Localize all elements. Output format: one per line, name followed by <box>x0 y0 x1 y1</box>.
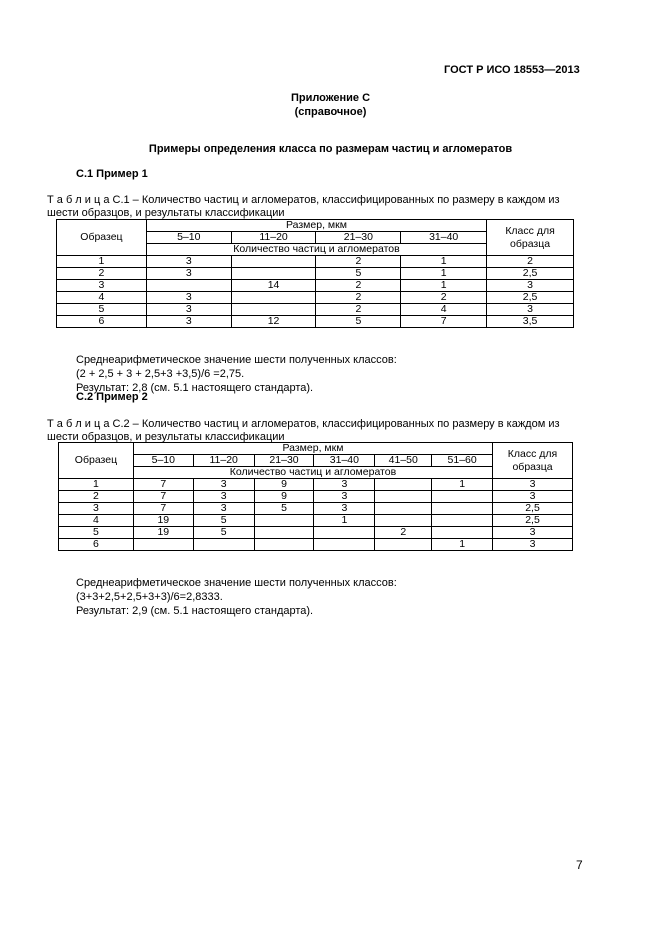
size-cell: 5–10 <box>133 455 193 467</box>
header-sample: Образец <box>59 443 134 479</box>
size-cell: 11–20 <box>193 455 254 467</box>
example2-text-line2: (3+3+2,5+2,5+3+3)/6=2,8333. <box>76 591 223 603</box>
example1-result: Результат: 2,8 (см. 5.1 настоящего стандарта). <box>76 382 314 394</box>
table-cell <box>254 539 314 551</box>
size-cell: 21–30 <box>316 232 401 244</box>
table-cell: 3 <box>314 479 375 491</box>
table-cell: 1 <box>401 256 487 268</box>
table2-caption-line2: шести образцов, и результаты классификации <box>47 431 285 443</box>
table-cell <box>254 515 314 527</box>
table-cell: 12 <box>231 316 316 328</box>
table-cell: 2 <box>375 527 432 539</box>
table-cell: 3 <box>57 280 147 292</box>
table-cell <box>432 491 493 503</box>
example2-text <box>76 576 397 618</box>
size-cell: 41–50 <box>375 455 432 467</box>
header-count: Количество частиц и агломератов <box>133 467 492 479</box>
table-cell <box>231 292 316 304</box>
table-cell: 5 <box>193 515 254 527</box>
table-cell: 5 <box>59 527 134 539</box>
table-row <box>59 491 573 503</box>
header-class: Класс для образца <box>487 220 574 256</box>
table-cell <box>432 515 493 527</box>
table-cell: 3 <box>59 503 134 515</box>
table-cell: 1 <box>432 479 493 491</box>
header-size: Размер, мкм <box>146 220 486 232</box>
table-cell: 3 <box>193 479 254 491</box>
table-cell: 7 <box>133 491 193 503</box>
table-row <box>59 539 573 551</box>
table-cell: 19 <box>133 527 193 539</box>
table-cell <box>193 539 254 551</box>
section-title: Примеры определения класса по размерам частиц и агломератов <box>148 143 513 155</box>
table-row <box>59 527 573 539</box>
table-cell: 1 <box>401 280 487 292</box>
table-cell: 3 <box>487 280 574 292</box>
header-sample: Образец <box>57 220 147 256</box>
table-cell: 3 <box>146 268 231 280</box>
table-cell: 4 <box>57 292 147 304</box>
table-cell <box>375 503 432 515</box>
header-count: Количество частиц и агломератов <box>146 244 486 256</box>
table-row <box>59 515 573 527</box>
size-cell: 31–40 <box>314 455 375 467</box>
header-class: Класс для образца <box>493 443 573 479</box>
table-row <box>59 479 573 491</box>
table-cell <box>254 527 314 539</box>
header-size: Размер, мкм <box>133 443 492 455</box>
table-cell: 5 <box>254 503 314 515</box>
table-cell: 4 <box>59 515 134 527</box>
table-cell: 1 <box>57 256 147 268</box>
appendix-subtitle: (справочное) <box>294 106 367 118</box>
example1-text-line1: Среднеарифметическое значение шести полученных классов: <box>76 354 397 366</box>
table-cell: 5 <box>57 304 147 316</box>
table-cell: 9 <box>254 491 314 503</box>
table-cell: 19 <box>133 515 193 527</box>
table2-caption <box>47 418 587 444</box>
table-cell: 2 <box>57 268 147 280</box>
table-cell <box>146 280 231 292</box>
table1-caption-line2: шести образцов, и результаты классификации <box>47 207 285 219</box>
table-cell <box>231 304 316 316</box>
table-cell: 3 <box>146 292 231 304</box>
table-c2 <box>58 442 573 551</box>
example2-heading: С.2 Пример 2 <box>76 391 148 403</box>
size-cell: 31–40 <box>401 232 487 244</box>
table-cell: 5 <box>193 527 254 539</box>
table-cell <box>375 515 432 527</box>
table-cell: 3 <box>493 527 573 539</box>
table-cell: 3 <box>193 491 254 503</box>
table-cell: 2 <box>59 491 134 503</box>
table-cell <box>375 539 432 551</box>
table-cell: 3 <box>314 503 375 515</box>
table-cell <box>231 256 316 268</box>
size-cell: 51–60 <box>432 455 493 467</box>
table-cell: 14 <box>231 280 316 292</box>
table-cell: 2 <box>316 280 401 292</box>
table-row <box>57 256 574 268</box>
table-cell: 3 <box>493 479 573 491</box>
standard-number: ГОСТ Р ИСО 18553—2013 <box>444 64 580 76</box>
table-cell <box>314 539 375 551</box>
table-cell: 1 <box>314 515 375 527</box>
example1-heading: С.1 Пример 1 <box>76 168 148 180</box>
table-cell: 2,5 <box>493 515 573 527</box>
table-cell: 3,5 <box>487 316 574 328</box>
table-cell <box>133 539 193 551</box>
table-cell: 2 <box>401 292 487 304</box>
appendix-title: Приложение С <box>290 92 371 104</box>
table-cell: 2 <box>316 256 401 268</box>
table-row <box>59 503 573 515</box>
table-row <box>57 304 574 316</box>
size-cell: 21–30 <box>254 455 314 467</box>
table-cell: 3 <box>314 491 375 503</box>
table-cell: 5 <box>316 316 401 328</box>
table-cell: 1 <box>401 268 487 280</box>
table-cell: 2,5 <box>493 503 573 515</box>
table-cell: 7 <box>133 503 193 515</box>
table-row <box>57 280 574 292</box>
table-cell <box>432 527 493 539</box>
table-row <box>57 292 574 304</box>
table-cell <box>375 491 432 503</box>
table-cell <box>375 479 432 491</box>
table-cell: 7 <box>401 316 487 328</box>
table-cell: 3 <box>493 491 573 503</box>
table-cell: 2 <box>316 304 401 316</box>
table-cell: 1 <box>432 539 493 551</box>
table-cell: 3 <box>487 304 574 316</box>
table-cell: 1 <box>59 479 134 491</box>
page-number: 7 <box>576 858 583 872</box>
table1-caption-line1: Т а б л и ц а С.1 – Количество частиц и агломератов, классифицированных по размеру в каждом из <box>47 194 560 206</box>
table-cell: 2,5 <box>487 268 574 280</box>
table-row <box>57 316 574 328</box>
table-cell: 3 <box>493 539 573 551</box>
table-cell: 4 <box>401 304 487 316</box>
table-cell: 2,5 <box>487 292 574 304</box>
table-row <box>57 268 574 280</box>
table-cell: 6 <box>57 316 147 328</box>
example2-result: Результат: 2,9 (см. 5.1 настоящего стандарта). <box>76 605 314 617</box>
table-cell: 2 <box>487 256 574 268</box>
example2-text-line1: Среднеарифметическое значение шести полученных классов: <box>76 577 397 589</box>
table-cell <box>314 527 375 539</box>
table-cell: 3 <box>146 256 231 268</box>
size-cell: 11–20 <box>231 232 316 244</box>
example1-text-line2: (2 + 2,5 + 3 + 2,5+3 +3,5)/6 =2,75. <box>76 368 245 380</box>
table-cell: 6 <box>59 539 134 551</box>
table-cell <box>231 268 316 280</box>
table2-caption-line1: Т а б л и ц а С.2 – Количество частиц и агломератов, классифицированных по размеру в каждом из <box>47 418 560 430</box>
table-cell: 2 <box>316 292 401 304</box>
size-cell: 5–10 <box>146 232 231 244</box>
table-cell: 9 <box>254 479 314 491</box>
table-cell: 3 <box>193 503 254 515</box>
table-cell: 3 <box>146 316 231 328</box>
table-cell: 7 <box>133 479 193 491</box>
table-cell: 3 <box>146 304 231 316</box>
example1-text <box>76 353 397 395</box>
table-cell: 5 <box>316 268 401 280</box>
table-c1 <box>56 219 574 328</box>
table1-caption <box>47 194 587 220</box>
table-cell <box>432 503 493 515</box>
